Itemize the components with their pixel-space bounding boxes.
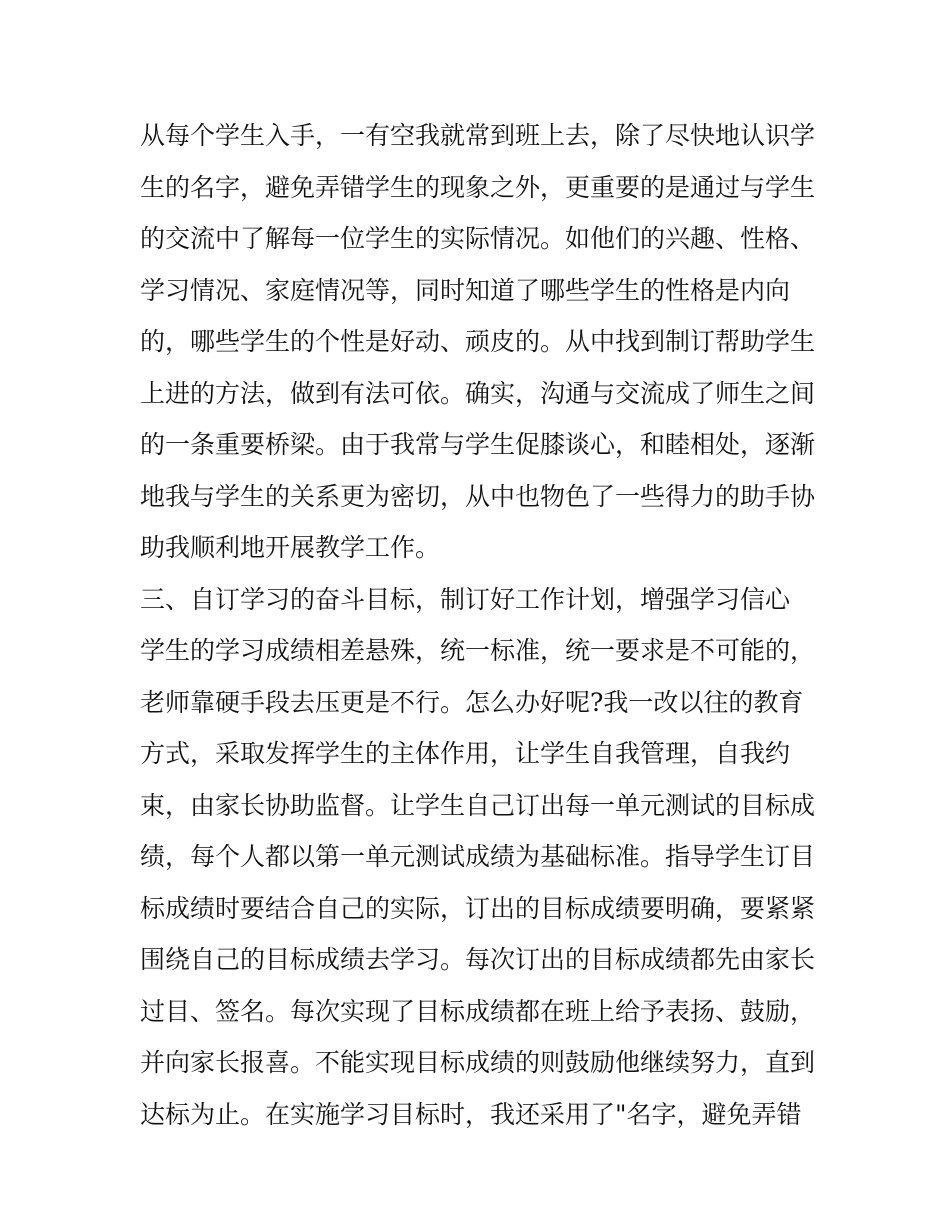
section-heading: 三、自订学习的奋斗目标，制订好工作计划，增强学习信心: [140, 584, 791, 614]
text-line-2: 生的名字，避免弄错学生的现象之外，更重要的是通过与学生: [140, 172, 816, 202]
text-line-17: 围绕自己的目标成绩去学习。每次订出的目标成绩都先由家长: [140, 945, 816, 974]
text-line-6: 上进的方法，做到有法可依。确实，沟通与交流成了师生之间: [140, 378, 816, 408]
text-line-3: 的交流中了解每一位学生的实际情况。如他们的兴趣、性格、: [140, 224, 816, 253]
text-line-19: 并向家长报喜。不能实现目标成绩的则鼓励他继续努力，直到: [140, 1048, 816, 1077]
text-line-8: 地我与学生的关系更为密切，从中也物色了一些得力的助手协: [140, 481, 816, 511]
text-line-4: 学习情况、家庭情况等，同时知道了哪些学生的性格是内向: [140, 275, 791, 305]
text-line-15: 绩，每个人都以第一单元测试成绩为基础标准。指导学生订目: [140, 842, 816, 871]
text-line-9: 助我顺利地开展教学工作。: [140, 533, 441, 562]
text-line-18: 过目、签名。每次实现了目标成绩都在班上给予表扬、鼓励，: [140, 996, 816, 1026]
text-line-12: 老师靠硬手段去压更是不行。怎么办好呢?我一改以往的教育: [140, 687, 804, 717]
text-line-7: 的一条重要桥梁。由于我常与学生促膝谈心，和睦相处，逐渐: [140, 430, 816, 459]
body-text: [140, 110, 820, 1140]
text-line-20: 达标为止。在实施学习目标时，我还采用了"名字，避免弄错: [140, 1099, 802, 1129]
text-line-5: 的，哪些学生的个性是好动、顽皮的。从中找到制订帮助学生: [140, 327, 816, 356]
text-line-14: 束，由家长协助监督。让学生自己订出每一单元测试的目标成: [140, 790, 816, 820]
text-line-13: 方式，采取发挥学生的主体作用，让学生自我管理，自我约: [140, 739, 791, 768]
text-line-1: 从每个学生入手，一有空我就常到班上去，除了尽快地认识学: [140, 121, 816, 150]
text-line-11: 学生的学习成绩相差悬殊，统一标准，统一要求是不可能的，: [140, 636, 816, 665]
text-line-16: 标成绩时要结合自己的实际，订出的目标成绩要明确，要紧紧: [140, 893, 816, 923]
